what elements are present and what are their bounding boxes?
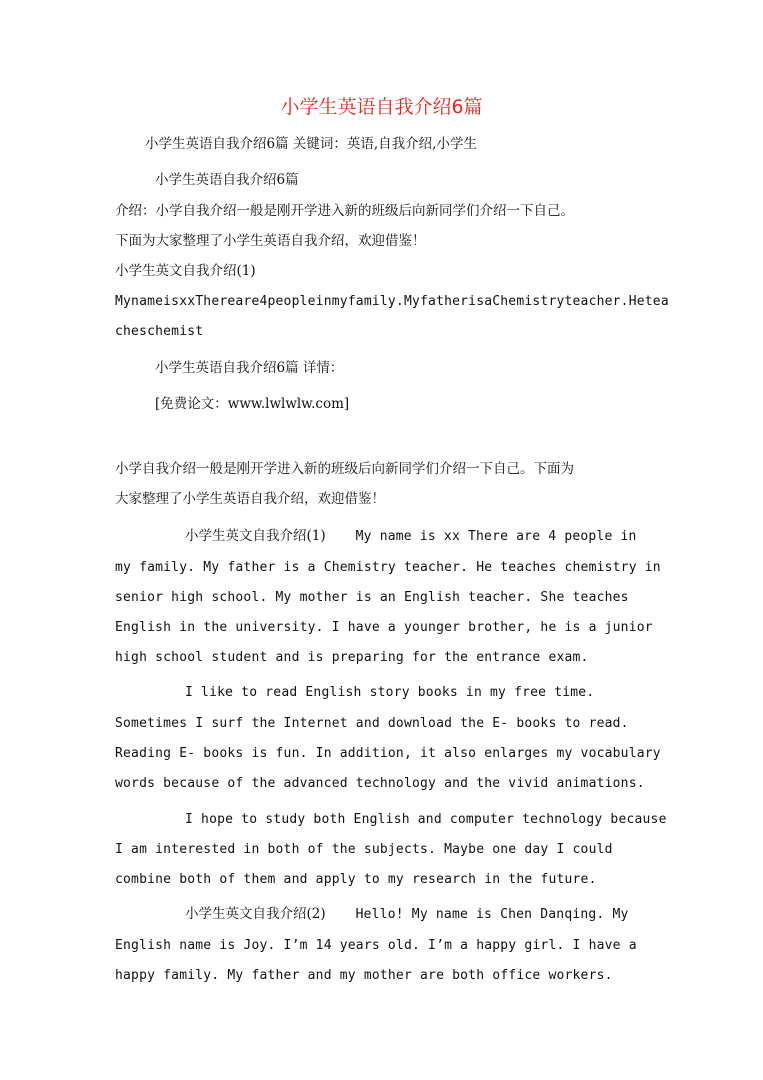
summary-line-2: cheschemist	[115, 324, 204, 339]
subtitle: 小学生英语自我介绍6篇	[155, 172, 299, 188]
essay-2-heading: 小学生英文自我介绍(2)	[185, 906, 326, 922]
essay-1-para-3-line: I hope to study both English and computer technology because	[185, 812, 667, 827]
essay-2-line: English name is Joy. I’m 14 years old. I’m a happy girl. I have a	[115, 938, 637, 953]
essay-1-text: My name is xx There are 4 people in	[355, 529, 637, 544]
essay-1-para-2-line: words because of the advanced technology and the vivid animations.	[115, 776, 645, 791]
essay-1-para-2-line: I like to read English story books in my free time.	[185, 685, 595, 700]
intro-line-1: 介绍：小学自我介绍一般是刚开学进入新的班级后向新同学们介绍一下自己。	[115, 203, 574, 219]
essay-1-para-3-line: I am interested in both of the subjects. Maybe one day I could	[115, 842, 613, 857]
detail-label: 小学生英语自我介绍6篇 详情：	[155, 360, 344, 376]
essay-1-para-2-line: Reading E- books is fun. In addition, it also enlarges my vocabulary	[115, 746, 661, 761]
essay-1-para-2-line: Sometimes I surf the Internet and download the E- books to read.	[115, 716, 629, 731]
essay-1-line: senior high school. My mother is an English teacher. She teaches	[115, 590, 629, 605]
section-1-heading: 小学生英文自我介绍(1)	[115, 263, 256, 279]
body-intro-line-2: 大家整理了小学生英语自我介绍，欢迎借鉴！	[115, 491, 385, 507]
essay-1-line: English in the university. I have a younger brother, he is a junior	[115, 620, 653, 635]
keywords-line: 小学生英语自我介绍6篇 关键词：英语,自我介绍,小学生	[145, 136, 477, 152]
body-intro-line-1: 小学自我介绍一般是刚开学进入新的班级后向新同学们介绍一下自己。下面为	[115, 461, 574, 477]
essay-2-first-line	[185, 904, 629, 925]
essay-1-para-3-line: combine both of them and apply to my research in the future.	[115, 872, 597, 887]
essay-1-first-line	[185, 526, 637, 547]
source-label: [免费论文：www.lwlwlw.com]	[155, 396, 350, 412]
essay-2-line: happy family. My father and my mother are both office workers.	[115, 968, 613, 983]
intro-line-2: 下面为大家整理了小学生英语自我介绍，欢迎借鉴！	[115, 233, 426, 249]
summary-line-1: MynameisxxThereare4peopleinmyfamily.MyfatherisaChemistryteacher.Hetea	[115, 294, 669, 309]
essay-2-text: Hello! My name is Chen Danqing. My	[355, 907, 629, 922]
essay-1-line: high school student and is preparing for the entrance exam.	[115, 650, 589, 665]
essay-1-line: my family. My father is a Chemistry teacher. He teaches chemistry in	[115, 560, 661, 575]
document-title: 小学生英语自我介绍6篇	[280, 96, 483, 118]
essay-1-heading: 小学生英文自我介绍(1)	[185, 528, 326, 544]
